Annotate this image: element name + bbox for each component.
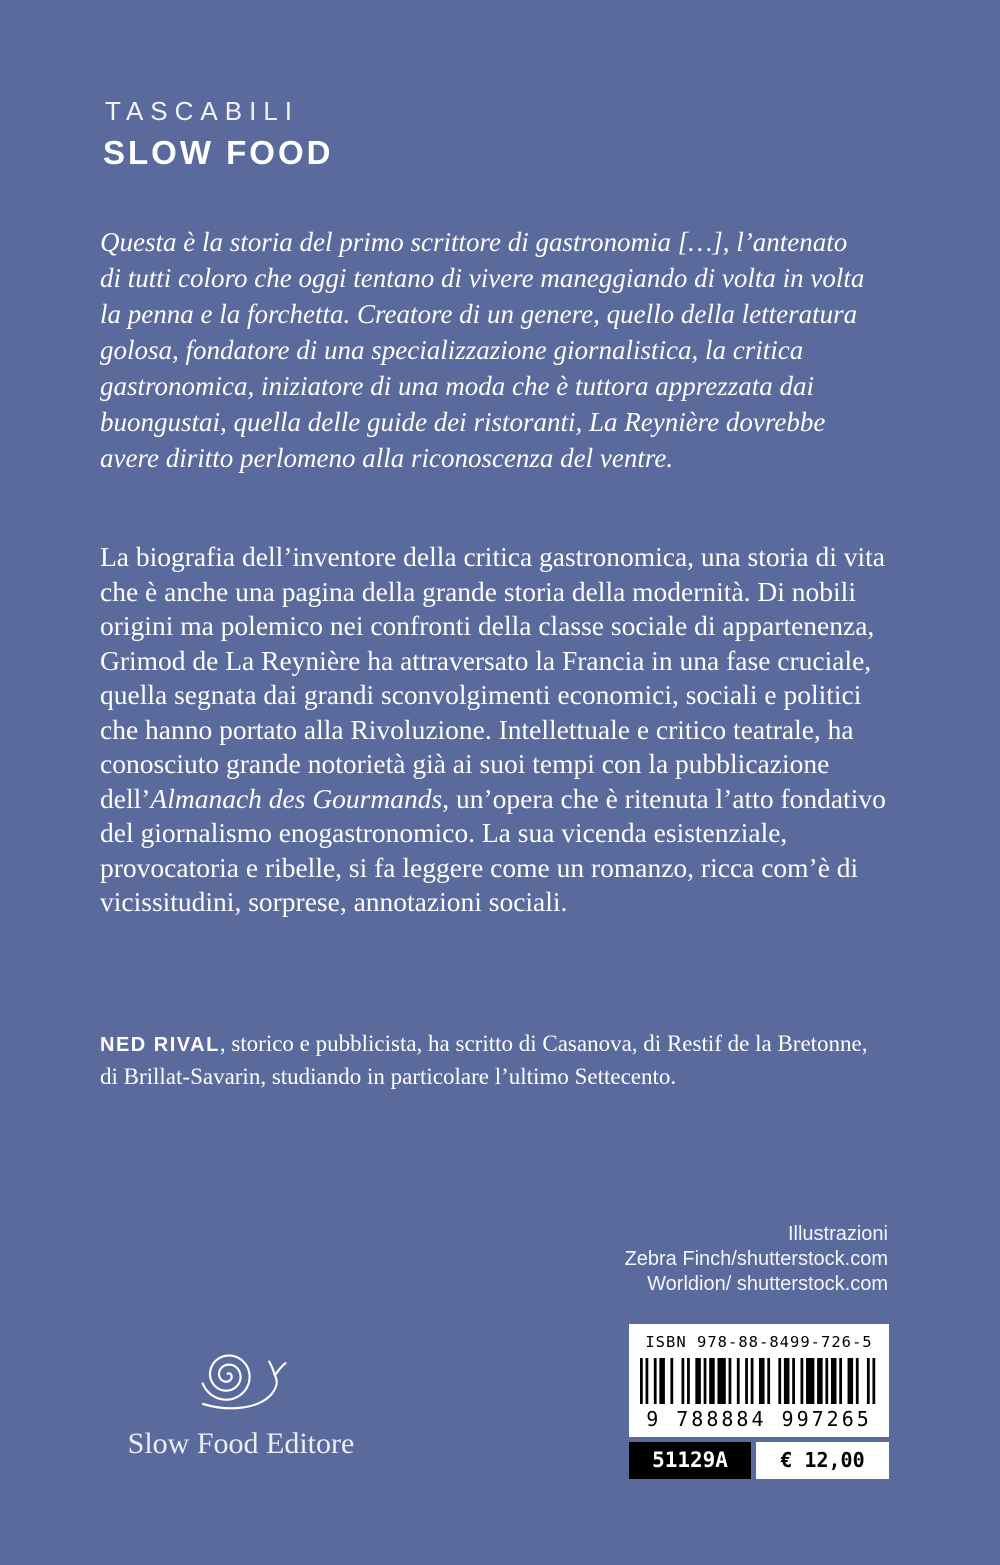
brand-label: SLOW FOOD: [103, 134, 334, 171]
barcode-bars: [640, 1358, 878, 1404]
credits-line-2: Worldion/ shutterstock.com: [647, 1273, 888, 1295]
snail-shell-path: [203, 1356, 250, 1400]
isbn-box: [629, 1324, 889, 1437]
isbn-label: ISBN 978-88-8499-726-5: [645, 1333, 873, 1351]
series-label: TASCABILI: [105, 96, 300, 126]
credits-title: Illustrazioni: [787, 1223, 888, 1245]
publisher-block: [106, 1334, 376, 1461]
author-note-text: , storico e pubblicista, ha scritto di Casanova, di Restif de la Bretonne, di Brillat-Savarin, studiando in particolare l’ultimo Settecento.: [100, 1031, 868, 1089]
description-part1: La biografia dell’inventore della critica gastronomica, una storia di vita che è anche una pagina della grande storia della modernità. Di nobili origini ma polemico nei confronti della classe sociale di appartenenza, Grimod de La Reynière ha attraversato la Francia in una fase cruciale, quella segnata dai grandi sconvolgimenti economici, sociali e politici che hanno portato alla Rivoluzione. Intellettuale e critico teatrale, ha conosciuto grande notorietà già ai suoi tempi con la pubblicazione dell’: [100, 541, 885, 814]
snail-logo-svg: [190, 1334, 292, 1420]
illustration-credits: [625, 1222, 888, 1297]
description-paragraph: [100, 540, 906, 920]
author-note: [100, 1028, 872, 1092]
description-part2: , un’opera che è ritenuta l’atto fondativo del giornalismo enogastronomico. La sua vicenda esistenziale, provocatoria e ribelle, si fa leggere come un romanzo, ricca com’è di vicissitudini, sorprese, annotazioni sociali.: [100, 782, 886, 917]
snail-antenna-left: [269, 1361, 275, 1375]
price: € 12,00: [756, 1442, 889, 1479]
credits-line-1: Zebra Finch/shutterstock.com: [624, 1248, 888, 1270]
publisher-name: Slow Food Editore: [127, 1427, 355, 1460]
barcode-block: [629, 1324, 889, 1479]
edition-code: 51129A: [629, 1442, 751, 1479]
barcode-digits: 9 788884 997265: [646, 1407, 872, 1431]
book-title-italic: Almanach des Gourmands: [150, 782, 443, 814]
snail-logo-icon: [190, 1334, 292, 1420]
price-row: [629, 1442, 889, 1479]
snail-antenna-right: [275, 1363, 286, 1375]
barcode-bars-svg: [640, 1358, 878, 1404]
quote-paragraph: Questa è la storia del primo scrittore di gastronomia […], l’antenato di tutti coloro che oggi tentano di vivere maneggiando di volta in volta la penna e la forchetta. Creatore di un genere, quello della letteratura golosa, fondatore di una specializzazione giornalistica, la critica gastronomica, iniziatore di una moda che è tuttora apprezzata dai buongustai, quella delle guide dei ristoranti, La Reynière dovrebbe avere diritto perlomeno alla riconoscenza del ventre.: [100, 227, 865, 473]
author-name: NED RIVAL: [100, 1034, 220, 1056]
